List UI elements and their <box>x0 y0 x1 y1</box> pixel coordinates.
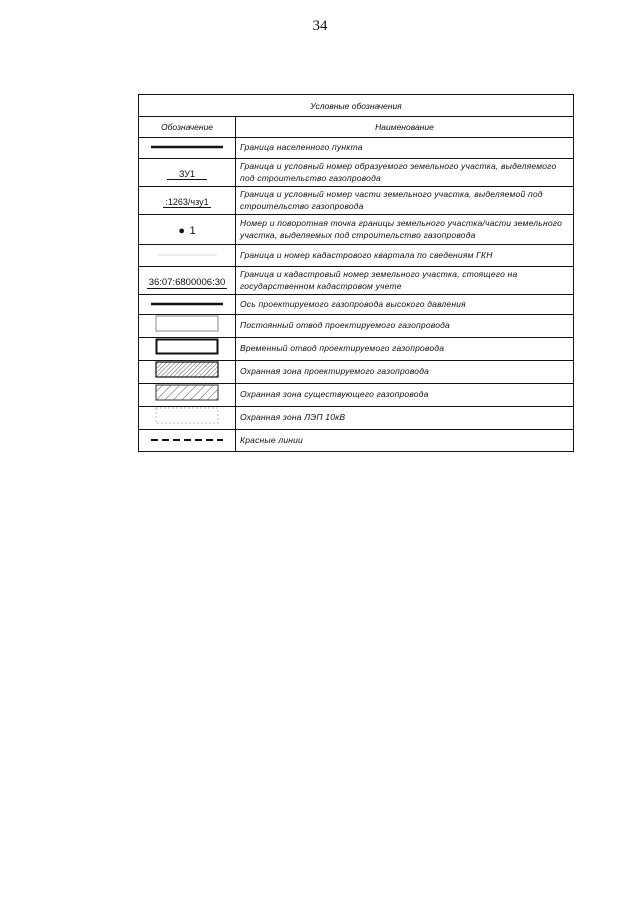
legend-row-description: Охранная зона существующего газопровода <box>236 384 574 407</box>
symbol-pipeline-axis <box>139 295 236 315</box>
legend-row-description: Охранная зона ЛЭП 10кВ <box>236 407 574 430</box>
legend-row-description: Постоянный отвод проектируемого газопровода <box>236 315 574 338</box>
point-dot-icon: ● <box>178 224 186 237</box>
hatched-box-dense <box>155 361 219 378</box>
legend-row-description: Временный отвод проектируемого газопровода <box>236 338 574 361</box>
symbol-cadastral-number <box>139 267 236 295</box>
faint-line-symbol <box>147 250 227 260</box>
symbol-red-lines <box>139 430 236 452</box>
cadastral-number-label: 36:07:6800006:30 <box>148 276 226 288</box>
hatched-box-sparse <box>155 384 219 401</box>
thick-line-symbol <box>147 142 227 152</box>
legend-row-description: Красные линии <box>236 430 574 452</box>
thick-line-symbol <box>147 299 227 309</box>
permanent-allotment-box <box>155 315 219 332</box>
legend-row-description: Граница и условный номер образуемого земельного участка, выделяемого под строительство газопровода <box>236 159 574 187</box>
symbol-temporary-allotment <box>139 338 236 361</box>
symbol-settlement-boundary <box>139 138 236 159</box>
legend-table <box>138 94 574 452</box>
legend-row-description: Номер и поворотная точка границы земельного участка/части земельного участка, выделяемых под строительство газопровода <box>236 215 574 245</box>
symbol-power-line-zone <box>139 407 236 430</box>
symbol-protection-zone-existing <box>139 384 236 407</box>
column-header-symbol: Обозначение <box>139 117 236 138</box>
symbol-protection-zone-projected <box>139 361 236 384</box>
legend-row-description: Граница и номер кадастрового квартала по сведениям ГКН <box>236 245 574 267</box>
symbol-permanent-allotment <box>139 315 236 338</box>
legend-title: Условные обозначения <box>139 95 574 117</box>
page-number: 34 <box>312 18 328 34</box>
dashed-line-symbol <box>147 435 227 445</box>
symbol-turning-point <box>139 215 236 245</box>
symbol-land-plot-label <box>139 159 236 187</box>
symbol-plot-part-label <box>139 187 236 215</box>
turning-point-number: 1 <box>189 224 196 237</box>
temporary-allotment-box <box>155 338 219 355</box>
legend-row-description: Ось проектируемого газопровода высокого давления <box>236 295 574 315</box>
legend-row-description: Граница и условный номер части земельного участка, выделяемой под строительство газопровода <box>236 187 574 215</box>
legend-row-description: Охранная зона проектируемого газопровода <box>236 361 574 384</box>
column-header-name: Наименование <box>236 117 574 138</box>
plot-part-number-label: :1263/чзу1 <box>165 196 209 207</box>
legend-row-description: Граница населенного пункта <box>236 138 574 159</box>
legend-row-description: Граница и кадастровый номер земельного участка, стоящего на государственном кадастровом учете <box>236 267 574 295</box>
land-plot-number-label: ЗУ1 <box>167 169 207 180</box>
faint-dashed-box <box>155 407 219 424</box>
symbol-cadastral-quarter <box>139 245 236 267</box>
